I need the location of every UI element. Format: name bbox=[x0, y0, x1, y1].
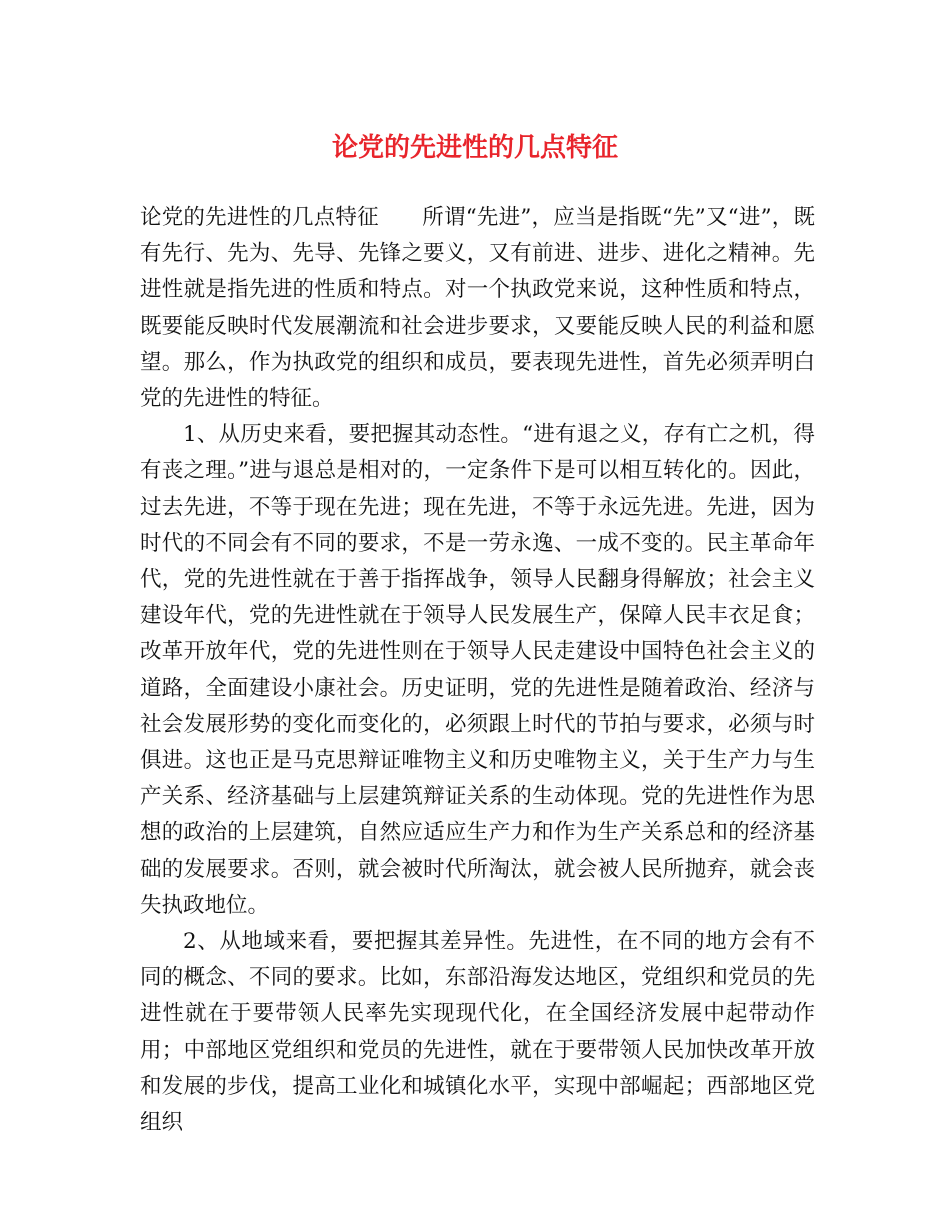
document-title: 论党的先进性的几点特征 bbox=[331, 133, 618, 163]
paragraph-region: 2、从地域来看，要把握其差异性。先进性，在不同的地方会有不同的概念、不同的要求。比如，东部沿海发达地区，党组织和党员的先进性就在于要带领人民率先实现现代化，在全国经济发展中起带动作用；中部地区党组织和党员的先进性，就在于要带领人民加快改革开放和发展的步伐，提高工业化和城镇化水平，实现中部崛起；西部地区党组织 bbox=[140, 929, 815, 1136]
paragraph-history: 1、从历史来看，要把握其动态性。“进有退之义，存有亡之机，得有丧之理。”进与退总是相对的，一定条件下是可以相互转化的。因此，过去先进，不等于现在先进；现在先进，不等于永远先进。先进，因为时代的不同会有不同的要求，不是一劳永逸、一成不变的。民主革命年代，党的先进性就在于善于指挥战争，领导人民翻身得解放；社会主义建设年代，党的先进性就在于领导人民发展生产，保障人民丰衣足食；改革开放年代，党的先进性则在于领导人民走建设中国特色社会主义的道路，全面建设小康社会。历史证明，党的先进性是随着政治、经济与社会发展形势的变化而变化的，必须跟上时代的节拍与要求，必须与时俱进。这也正是马克思辩证唯物主义和历史唯物主义，关于生产力与生产关系、经济基础与上层建筑辩证关系的生动体现。党的先进性作为思想的政治的上层建筑，自然应适应生产力和作为生产关系总和的经济基础的发展要求。否则，就会被时代所淘汰，就会被人民所抛弃，就会丧失执政地位。 bbox=[140, 422, 815, 918]
paragraph-intro: 论党的先进性的几点特征 所谓“先进”，应当是指既“先”又“进”，既有先行、先为、先导、先锋之要义，又有前进、进步、进化之精神。先进性就是指先进的性质和特点。对一个执政党来说，这种性质和特点，既要能反映时代发展潮流和社会进步要求，又要能反映人民的利益和愿望。那么，作为执政党的组织和成员，要表现先进性，首先必须弄明白党的先进性的特征。 bbox=[140, 205, 815, 412]
document-body bbox=[140, 200, 815, 1141]
